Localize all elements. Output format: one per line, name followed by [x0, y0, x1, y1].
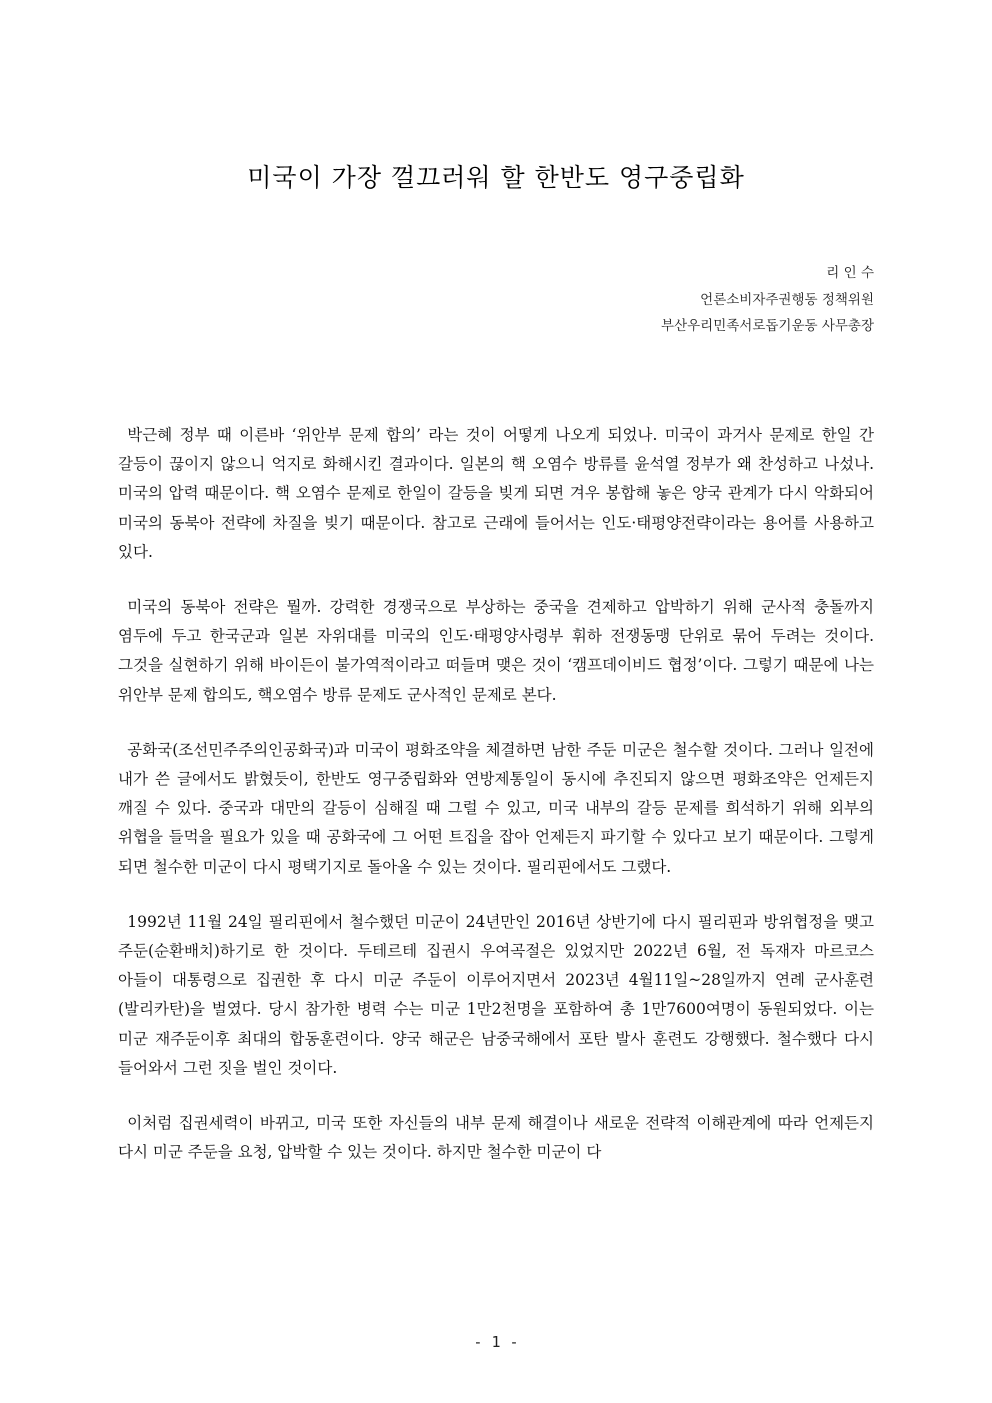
author-byline	[661, 260, 874, 340]
author-affiliation-2: 부산우리민족서로돕기운동 사무총장	[661, 318, 874, 334]
author-affiliation-1: 언론소비자주권행동 정책위원	[700, 291, 874, 308]
paragraph: 공화국(조선민주주의인공화국)과 미국이 평화조약을 체결하면 남한 주둔 미군은 철수할 것이다. 그러나 일전에 내가 쓴 글에서도 밝혔듯이, 한반도 영구중립화와 연방제통일이 동시에 추진되지 않으면 평화조약은 언제든지 깨질 수 있다. 중국과 대만의 갈등이 심해질 때 그럴 수 있고, 미국 내부의 갈등 문제를 희석하기 위해 외부의 위협을 들먹을 필요가 있을 때 공화국에 그 어떤 트집을 잡아 언제든지 파기할 수 있다고 보기 때문이다. 그렇게 되면 철수한 미군이 다시 평택기지로 돌아올 수 있는 것이다. 필리핀에서도 그랬다.	[118, 740, 874, 876]
paragraph: 박근혜 정부 때 이른바 ‘위안부 문제 합의’ 라는 것이 어떻게 나오게 되었나. 미국이 과거사 문제로 한일 간 갈등이 끊이지 않으니 억지로 화해시킨 결과이다. 일본의 핵 오염수 방류를 윤석열 정부가 왜 찬성하고 나섰나. 미국의 압력 때문이다. 핵 오염수 문제로 한일이 갈등을 빚게 되면 겨우 봉합해 놓은 양국 관계가 다시 악화되어 미국의 동북아 전략에 차질을 빚기 때문이다. 참고로 근래에 들어서는 인도·태평양전략이라는 용어를 사용하고 있다.	[118, 426, 874, 561]
paragraph: 1992년 11월 24일 필리핀에서 철수했던 미군이 24년만인 2016년 상반기에 다시 필리핀과 방위협정을 맺고 주둔(순환배치)하기로 한 것이다. 두테르테 집권시 우여곡절은 있었지만 2022년 6월, 전 독재자 마르코스 아들이 대통령으로 집권한 후 다시 미군 주둔이 이루어지면서 2023년 4월11일~28일까지 연례 군사훈련(발리카탄)을 벌였다. 당시 참가한 병력 수는 미군 1만2천명을 포함하여 총 1만7600여명이 동원되었다. 이는 미군 재주둔이후 최대의 합동훈련이다. 양국 해군은 남중국해에서 포탄 발사 훈련도 강행했다. 철수했다 다시 들어와서 그런 짓을 벌인 것이다.	[118, 912, 874, 1077]
author-name: 리 인 수	[826, 265, 874, 281]
paragraph: 미국의 동북아 전략은 뭘까. 강력한 경쟁국으로 부상하는 중국을 견제하고 압박하기 위해 군사적 충돌까지 염두에 두고 한국군과 일본 자위대를 미국의 인도·태평양사령부 휘하 전쟁동맹 단위로 묶어 두려는 것이다. 그것을 실현하기 위해 바이든이 불가역적이라고 떠들며 맺은 것이 ‘캠프데이비드 협정’이다. 그렇기 때문에 나는 위안부 문제 합의도, 핵오염수 방류 문제도 군사적인 문제로 본다.	[118, 598, 874, 704]
page-number: - 1 -	[473, 1333, 519, 1351]
document-body	[118, 421, 874, 1193]
document-title: 미국이 가장 껄끄러워 할 한반도 영구중립화	[247, 163, 745, 192]
paragraph: 이처럼 집권세력이 바뀌고, 미국 또한 자신들의 내부 문제 해결이나 새로운 전략적 이해관계에 따라 언제든지 다시 미군 주둔을 요청, 압박할 수 있는 것이다. 하지만 철수한 미군이 다	[118, 1114, 874, 1162]
